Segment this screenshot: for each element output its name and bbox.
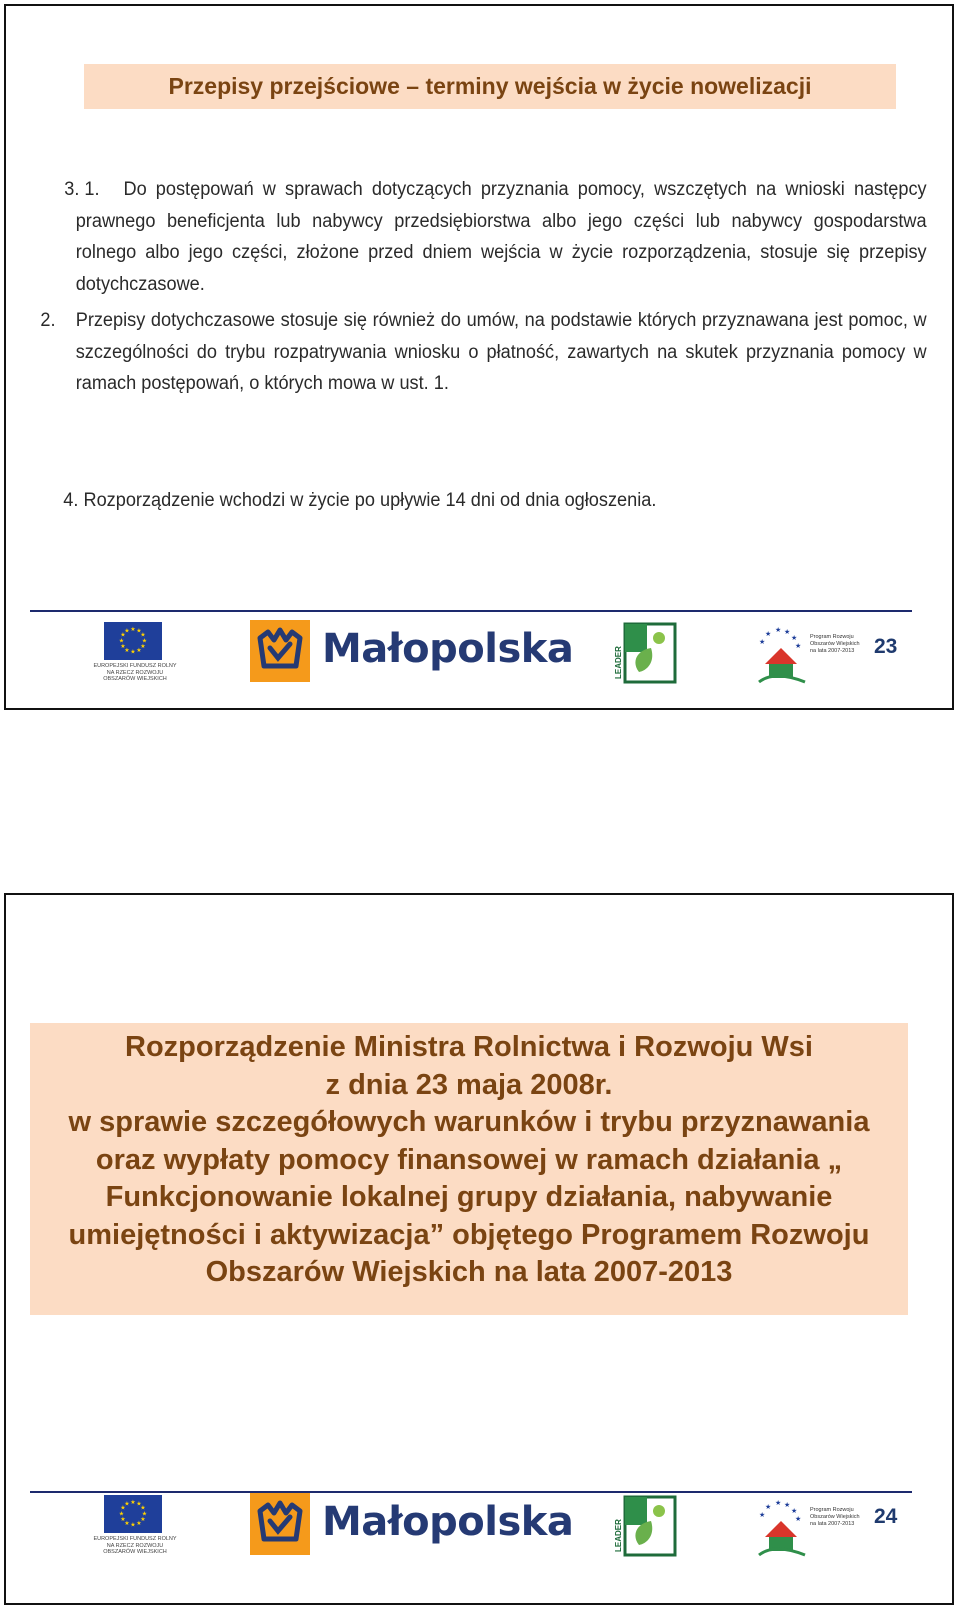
svg-text:★: ★ [791, 1507, 798, 1515]
svg-text:★: ★ [141, 637, 148, 645]
svg-text:★: ★ [784, 1501, 791, 1509]
svg-text:★: ★ [140, 643, 146, 650]
regulation-line: w sprawie szczegółowych warunków i trybu przyznawania [68, 1106, 870, 1138]
eu-caption: EUROPEJSKI FUNDUSZ ROLNY NA RZECZ ROZWOJU OBSZARÓW WIEJSKICH [93, 1536, 177, 1555]
malopolska-wordmark: Małopolska [322, 1499, 574, 1545]
slide-23 [4, 4, 954, 710]
svg-text:★: ★ [136, 627, 142, 635]
svg-text:★: ★ [784, 628, 791, 636]
footer-logos [90, 1495, 880, 1561]
prow-caption: Program Rozwoju Obszarów Wiejskich na lata 2007-2013 [810, 1507, 860, 1527]
eu-flag-icon [104, 622, 162, 660]
svg-text:★: ★ [140, 631, 146, 639]
item-text: Przepisy dotychczasowe stosuje się również do umów, na podstawie których przyznawana jest pomoc, w szczególności do trybu rozpatrywania wniosku o płatność, zawartych na skutek przyznania pomocy w ramach postępowań, o których mowa w ust. 1. [75, 310, 927, 394]
svg-text:★: ★ [759, 638, 766, 646]
malopolska-crown-icon [250, 620, 310, 682]
svg-text:★: ★ [120, 631, 126, 639]
svg-text:★: ★ [775, 1499, 782, 1507]
svg-text:★: ★ [124, 1500, 130, 1508]
item-number: 2. [40, 310, 56, 331]
prow-logo [755, 624, 860, 686]
svg-text:★: ★ [136, 647, 142, 654]
regulation-line: umiejętności i aktywizacja” objętego Programem Rozwoju [68, 1218, 870, 1251]
regulation-line: Obszarów Wiejskich na lata 2007-2013 [205, 1256, 733, 1288]
svg-text:★: ★ [141, 1510, 148, 1518]
malopolska-wordmark: Małopolska [322, 626, 574, 672]
footer-logos [90, 622, 880, 688]
leader-logo-icon [615, 624, 677, 682]
svg-text:★: ★ [795, 642, 802, 650]
svg-text:★: ★ [124, 627, 130, 635]
eu-logo [90, 1495, 180, 1561]
regulation-title [30, 1029, 908, 1292]
paragraph-item-2 [40, 305, 927, 400]
svg-text:★: ★ [140, 1516, 146, 1523]
eu-caption: EUROPEJSKI FUNDUSZ ROLNY NA RZECZ ROZWOJU OBSZARÓW WIEJSKICH [93, 663, 177, 682]
svg-text:★: ★ [775, 626, 782, 634]
item-text: 4. Rozporządzenie wchodzi w życie po upływie 14 dni od dnia ogłoszenia. [63, 490, 657, 511]
regulation-line: Funkcjonowanie lokalnej grupy działania, nabywanie [105, 1181, 833, 1213]
svg-text:★: ★ [120, 1504, 126, 1512]
eu-logo [90, 622, 180, 688]
svg-text:★: ★ [795, 1515, 802, 1523]
page-number: 24 [874, 1505, 898, 1528]
prow-caption: Program Rozwoju Obszarów Wiejskich na lata 2007-2013 [810, 634, 860, 654]
paragraph-item-4 [63, 485, 923, 517]
prow-logo-icon [755, 1497, 810, 1559]
svg-text:★: ★ [118, 1510, 125, 1518]
svg-text:★: ★ [765, 1503, 772, 1511]
svg-text:★: ★ [136, 1520, 142, 1527]
paragraph-item-3-1 [64, 174, 927, 300]
malopolska-logo [250, 1493, 574, 1557]
svg-text:LEADER: LEADER [614, 646, 623, 679]
page-number: 23 [874, 635, 898, 658]
malopolska-logo [250, 620, 574, 684]
svg-text:★: ★ [130, 1521, 136, 1529]
svg-text:★: ★ [118, 637, 125, 645]
svg-text:★: ★ [759, 1511, 766, 1519]
footer-rule [30, 610, 912, 612]
item-number: 3. 1. [64, 179, 100, 200]
svg-text:★: ★ [124, 647, 130, 654]
regulation-line: Rozporządzenie Ministra Rolnictwa i Rozwoju Wsi [125, 1031, 813, 1063]
svg-text:★: ★ [765, 630, 772, 638]
svg-text:★: ★ [140, 1504, 146, 1512]
svg-text:★: ★ [791, 634, 798, 642]
eu-flag-icon [104, 1495, 162, 1533]
svg-text:★: ★ [130, 648, 136, 656]
svg-text:★: ★ [120, 1516, 126, 1523]
svg-text:★: ★ [136, 1500, 142, 1508]
item-text: Do postępowań w sprawach dotyczących przyznania pomocy, wszczętych na wnioski następcy prawnego beneficjenta lub nabywcy przedsiębiorstwa albo jego części lub nabywcy gospodarstwa rolnego albo jego części, złożone przed dniem wejścia w życie rozporządzenia, stosuje się przepisy dotychczasowe. [75, 179, 927, 295]
leader-logo-icon [615, 1497, 677, 1555]
slide-title: Przepisy przejściowe – terminy wejścia w życie nowelizacji [168, 73, 812, 99]
prow-logo-icon [755, 624, 810, 686]
svg-text:★: ★ [124, 1520, 130, 1527]
prow-logo [755, 1497, 860, 1559]
regulation-line: oraz wypłaty pomocy finansowej w ramach działania „ [95, 1143, 843, 1176]
slide-title-bar [84, 64, 896, 109]
svg-text:★: ★ [120, 643, 126, 650]
slide-24 [4, 893, 954, 1605]
svg-text:LEADER: LEADER [614, 1519, 623, 1552]
svg-text:★: ★ [130, 626, 136, 633]
regulation-title-box [30, 1023, 908, 1315]
malopolska-crown-icon [250, 1493, 310, 1555]
regulation-line: z dnia 23 maja 2008r. [325, 1068, 613, 1101]
svg-text:★: ★ [130, 1499, 136, 1506]
